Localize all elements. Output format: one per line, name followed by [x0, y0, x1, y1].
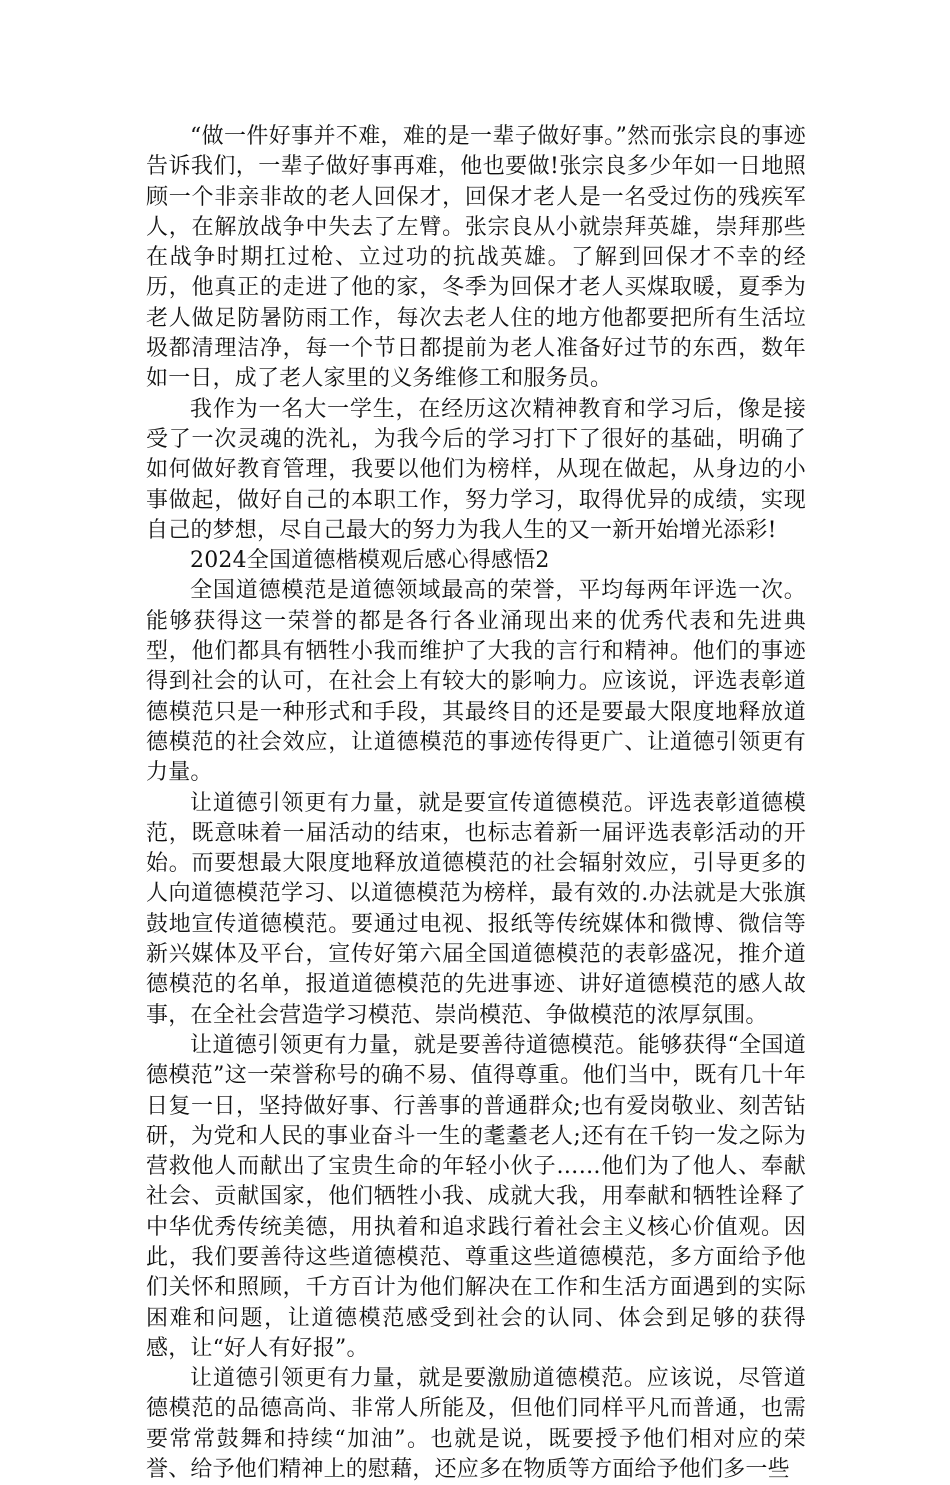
paragraph-zhang-zongliang: “做一件好事并不难，难的是一辈子做好事。”然而张宗良的事迹告诉我们，一辈子做好事再难，他也要做!张宗良多少年如一日地照顾一个非亲非故的老人回保才，回保才老人是一名受过伤的残疾军人，在解放战争中失去了左臂。张宗良从小就崇拜英雄，崇拜那些在战争时期扛过枪、立过功的抗战英雄。了解到回保才不幸的经历，他真正的走进了他的家，冬季为回保才老人买煤取暖，夏季为老人做足防暑防雨工作，每次去老人住的地方他都要把所有生活垃圾都清理洁净，每一个节日都提前为老人准备好过节的东西，数年如一日，成了老人家里的义务维修工和服务员。: [146, 124, 806, 392]
paragraph-care-for-models: 让道德引领更有力量，就是要善待道德模范。能够获得“全国道德模范”这一荣誉称号的确不易、值得尊重。他们当中，既有几十年日复一日，坚持做好事、行善事的普通群众;也有爱岗敬业、刻苦钻研，为党和人民的事业奋斗一生的耄耋老人;还有在千钧一发之际为营救他人而献出了宝贵生命的年轻小伙子……他们为了他人、奉献社会、贡献国家，他们牺牲小我、成就大我，用奉献和牺牲诠释了中华优秀传统美德，用执着和追求践行着社会主义核心价值观。因此，我们要善待这些道德模范、尊重这些道德模范，多方面给予他们关怀和照顾，千方百计为他们解决在工作和生活方面遇到的实际困难和问题，让道德模范感受到社会的认同、体会到足够的获得感，让“好人有好报”。: [146, 1032, 806, 1361]
paragraph-encourage-models: 让道德引领更有力量，就是要激励道德模范。应该说，尽管道德模范的品德高尚、非常人所能及，但他们同样平凡而普通，也需要常常鼓舞和持续“加油”。也就是说，既要授予他们相对应的荣誉、给予他们精神上的慰藉，还应多在物质等方面给予他们多一些: [146, 1366, 806, 1483]
paragraph-promote-models: 让道德引领更有力量，就是要宣传道德模范。评选表彰道德模范，既意味着一届活动的结束，也标志着新一届评选表彰活动的开始。而要想最大限度地释放道德模范的社会辐射效应，引导更多的人向道德模范学习、以道德模范为榜样，最有效的.办法就是大张旗鼓地宣传道德模范。要通过电视、报纸等传统媒体和微博、微信等新兴媒体及平台，宣传好第六届全国道德模范的表彰盛况，推介道德模范的名单，报道道德模范的先进事迹、讲好道德模范的感人故事，在全社会营造学习模范、崇尚模范、争做模范的浓厚氛围。: [146, 790, 806, 1028]
paragraph-moral-models-intro: 全国道德模范是道德领域最高的荣誉，平均每两年评选一次。能够获得这一荣誉的都是各行各业涌现出来的优秀代表和先进典型，他们都具有牺牲小我而维护了大我的言行和精神。他们的事迹得到社会的认可，在社会上有较大的影响力。应该说，评选表彰道德模范只是一种形式和手段，其最终目的还是要最大限度地释放道德模范的社会效应，让道德模范的事迹传得更广、让道德引领更有力量。: [146, 578, 806, 786]
document-body: [146, 122, 806, 1485]
section-heading: 2024全国道德楷模观后感心得感悟2: [190, 548, 550, 574]
paragraph-student-reflection: 我作为一名大一学生，在经历这次精神教育和学习后，像是接受了一次灵魂的洗礼，为我今后的学习打下了很好的基础，明确了如何做好教育管理，我要以他们为榜样，从现在做起，从身边的小事做起，做好自己的本职工作，努力学习，取得优异的成绩，实现自己的梦想，尽自己最大的努力为我人生的又一新开始增光添彩!: [146, 396, 806, 543]
